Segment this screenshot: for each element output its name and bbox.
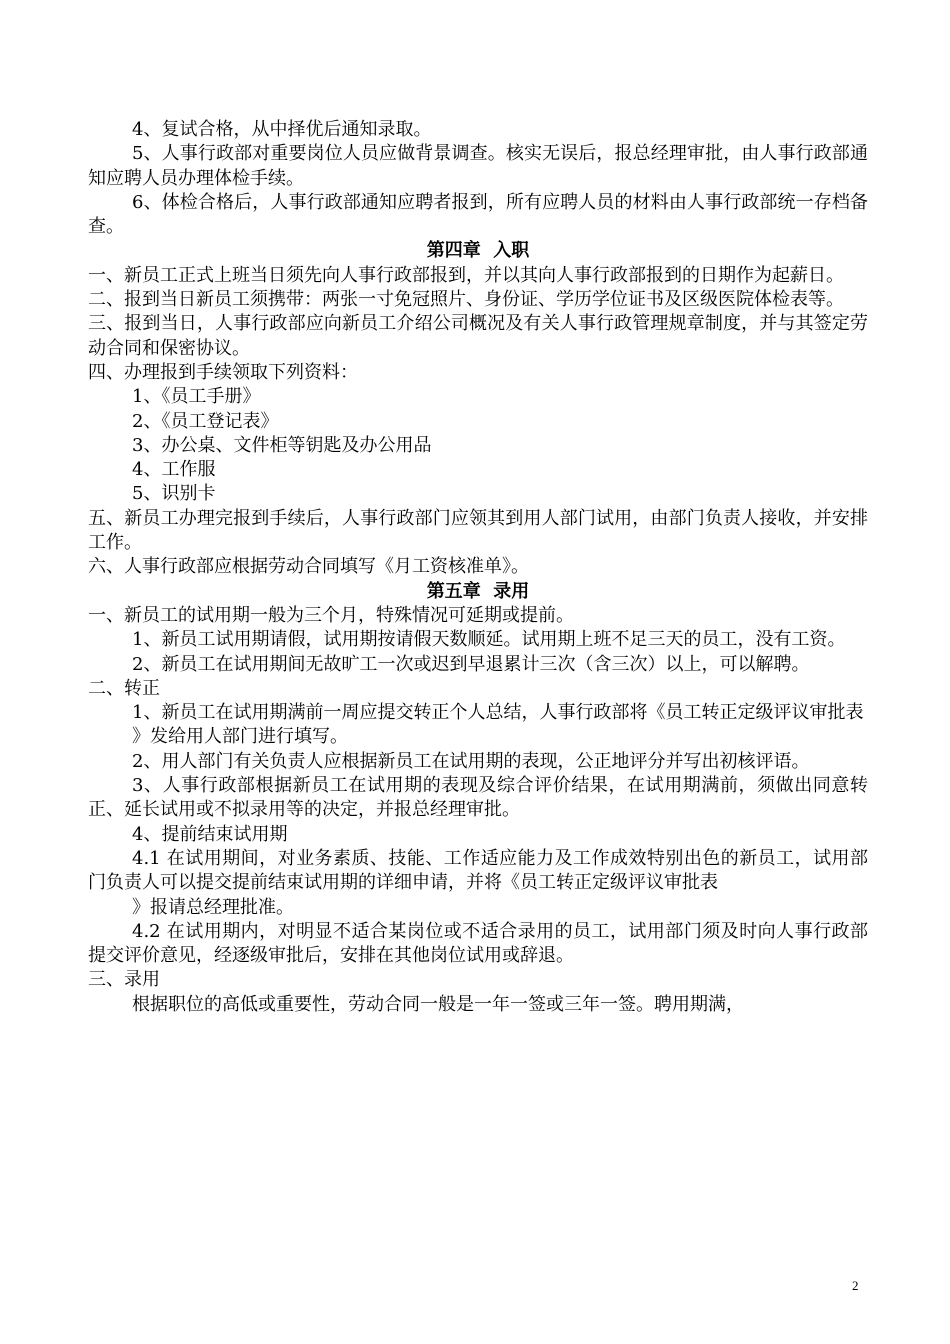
paragraph: 一、新员工的试用期一般为三个月，特殊情况可延期或提前。: [88, 604, 574, 626]
paragraph: 一、新员工正式上班当日须先向人事行政部报到，并以其向人事行政部报到的日期作为起薪日。: [88, 264, 844, 286]
paragraph: 4.2 在试用期内，对明显不适合某岗位或不适合录用的员工，试用部门须及时向人事行政部提交评价意见，经逐级审批后，安排在其他岗位试用或辞退。: [88, 920, 868, 967]
paragraph: 三、报到当日，人事行政部应向新员工介绍公司概况及有关人事行政管理规章制度，并与其签定劳动合同和保密协议。: [88, 313, 868, 359]
paragraph: 》发给用人部门进行填写。: [132, 726, 348, 748]
list-item: 3、办公桌、文件柜等钥匙及办公用品: [132, 434, 432, 456]
paragraph: 5、人事行政部对重要岗位人员应做背景调查。核实无误后，报总经理审批，由人事行政部通知应聘人员办理体检手续。: [88, 143, 868, 189]
list-item: 4、工作服: [132, 459, 216, 481]
paragraph: 根据职位的高低或重要性，劳动合同一般是一年一签或三年一签。聘用期满，: [132, 993, 744, 1015]
chapter-heading: 第五章 录用: [426, 580, 530, 602]
paragraph: 二、报到当日新员工须携带：两张一寸免冠照片、身份证、学历学位证书及区级医院体检表等。: [88, 289, 844, 311]
list-item: 1、《员工手册》: [132, 386, 261, 408]
page-number: 2: [852, 1278, 859, 1293]
paragraph: 4、提前结束试用期: [132, 823, 288, 845]
paragraph: 6、体检合格后，人事行政部通知应聘者报到，所有应聘人员的材料由人事行政部统一存档备查。: [88, 191, 868, 238]
paragraph: 五、新员工办理完报到手续后，人事行政部门应领其到用人部门试用，由部门负责人接收，并安排工作。: [88, 507, 868, 554]
paragraph: 4.1 在试用期间，对业务素质、技能、工作适应能力及工作成效特别出色的新员工，试用部门负责人可以提交提前结束试用期的详细申请，并将《员工转正定级评议审批表: [88, 847, 868, 894]
paragraph: 1、新员工在试用期满前一周应提交转正个人总结，人事行政部将《员工转正定级评议审批表: [132, 702, 864, 724]
paragraph: 四、办理报到手续领取下列资料：: [88, 361, 358, 383]
paragraph: 六、人事行政部应根据劳动合同填写《月工资核准单》。: [88, 556, 529, 578]
page-body: [88, 118, 868, 1017]
paragraph: 三、录用: [88, 969, 160, 991]
list-item: 2、《员工登记表》: [132, 410, 279, 432]
list-item: 5、识别卡: [132, 483, 216, 505]
paragraph: 1、新员工试用期请假，试用期按请假天数顺延。试用期上班不足三天的员工，没有工资。: [132, 629, 846, 651]
paragraph: 3、人事行政部根据新员工在试用期的表现及综合评价结果，在试用期满前，须做出同意转正、延长试用或不拟录用等的决定，并报总经理审批。: [88, 775, 868, 821]
paragraph: 2、用人部门有关负责人应根据新员工在试用期的表现，公正地评分并写出初核评语。: [132, 750, 810, 772]
paragraph: 4、复试合格，从中择优后通知录取。: [132, 119, 432, 140]
paragraph: 2、新员工在试用期间无故旷工一次或迟到早退累计三次（含三次）以上，可以解聘。: [132, 653, 810, 675]
chapter-heading: 第四章 入职: [426, 240, 530, 262]
paragraph: 》报请总经理批准。: [132, 896, 294, 918]
paragraph: 二、转正: [88, 677, 160, 699]
